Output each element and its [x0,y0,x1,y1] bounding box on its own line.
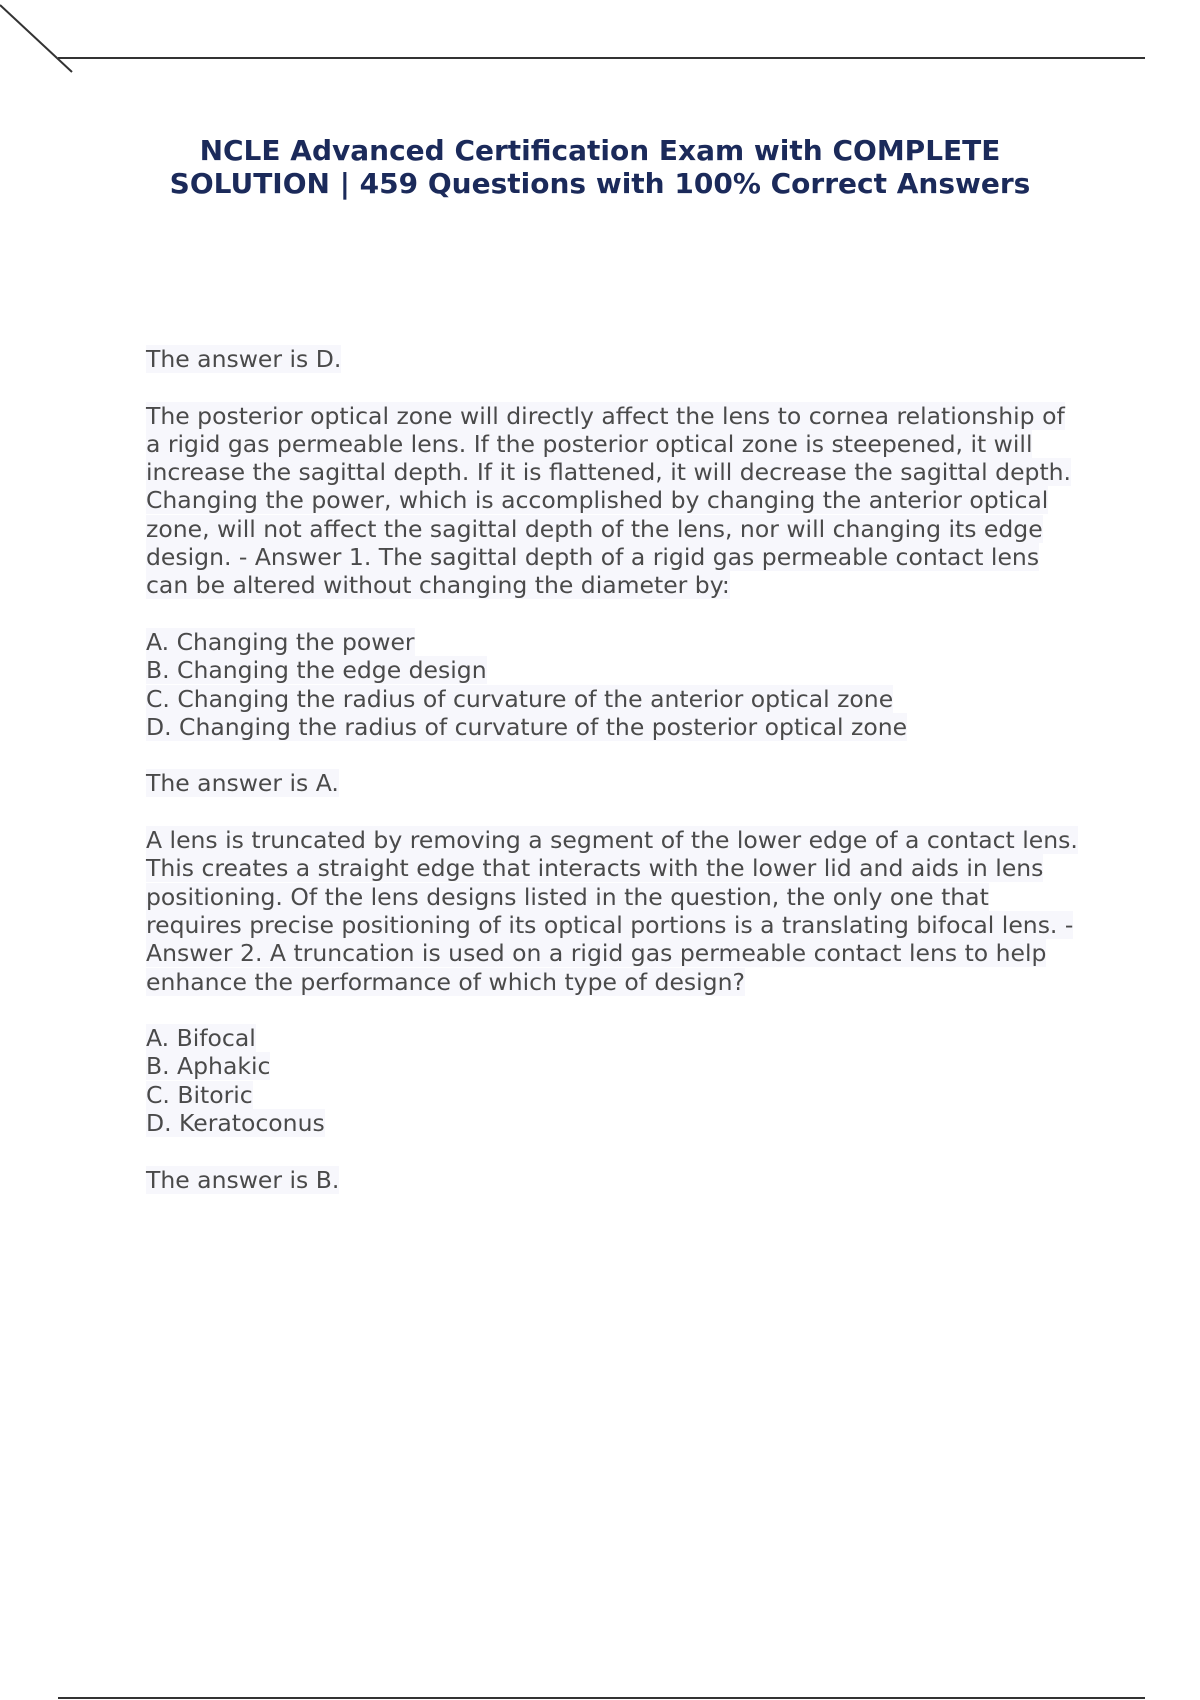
answer-b-text: The answer is B. [146,1165,340,1194]
explanation-1-text: The posterior optical zone will directly affect the lens to cornea relationship of a rigid gas permeable lens. If the posterior optical zone is steepened, it will increase the sagittal depth. If it is flattened, it will decrease the sagittal depth. Changing the power, which is accomplished by changing the anterior optical zone, will not affect the sagittal depth of the lens, nor will changing its edge design. - Answer 1. The sagittal depth of a rigid gas permeable contact lens can be altered without changing the diameter by: [146,401,1072,600]
explanation-1-paragraph [146,402,1086,600]
question-2-option-d: D. Keratoconus [146,1109,325,1138]
question-1-option-d: D. Changing the radius of curvature of the posterior optical zone [146,712,908,741]
question-1-option-a: A. Changing the power [146,627,415,656]
answer-a-text: The answer is A. [146,769,339,798]
question-1-options [146,628,1086,741]
bottom-horizontal-rule [58,1697,1145,1699]
document-body [146,345,1086,1222]
top-horizontal-rule [58,57,1145,59]
question-1-option-b: B. Changing the edge design [146,656,487,685]
answer-b-paragraph [146,1166,1086,1194]
document-title [120,134,1080,200]
question-1-option-c: C. Changing the radius of curvature of the anterior optical zone [146,684,894,713]
corner-fold-mark [0,0,80,80]
question-2-option-b: B. Aphakic [146,1052,271,1081]
answer-d-paragraph [146,345,1086,373]
question-2-option-a: A. Bifocal [146,1024,256,1053]
title-line-1: NCLE Advanced Certification Exam with COMPLETE [199,134,1001,167]
question-2-option-c: C. Bitoric [146,1080,253,1109]
explanation-2-paragraph [146,826,1086,996]
answer-a-paragraph [146,769,1086,797]
title-line-2: SOLUTION | 459 Questions with 100% Correct Answers [169,167,1031,200]
question-2-options [146,1024,1086,1137]
explanation-2-text: A lens is truncated by removing a segment of the lower edge of a contact lens. This creates a straight edge that interacts with the lower lid and aids in lens positioning. Of the lens designs listed in the question, the only one that requires precise positioning of its optical portions is a translating bifocal lens. - Answer 2. A truncation is used on a rigid gas permeable contact lens to help enhance the performance of which type of design? [146,826,1078,996]
answer-d-text: The answer is D. [146,345,342,373]
